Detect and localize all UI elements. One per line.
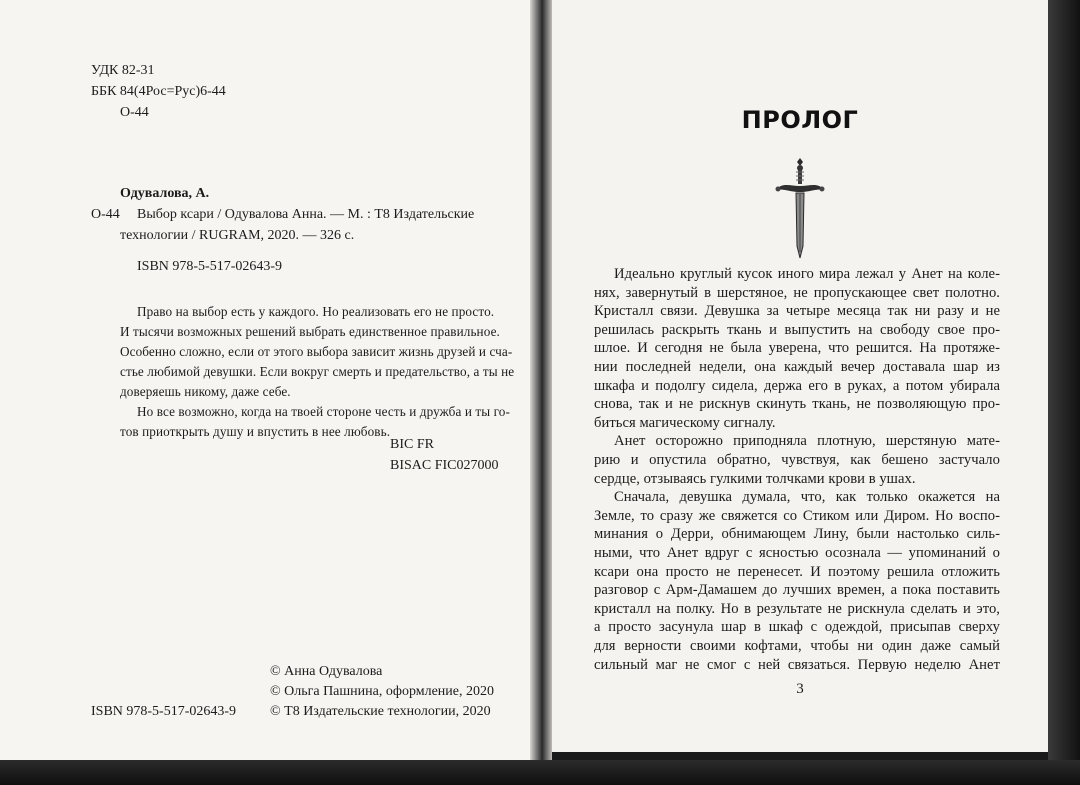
catalog-code: О-44 xyxy=(91,207,120,222)
isbn-top: ISBN 978-5-517-02643-9 xyxy=(137,259,283,274)
author-mark: О-44 xyxy=(120,105,149,120)
body-line: сильный маг не смог с ней связаться. Первую неделю Анет xyxy=(594,656,1000,673)
isbn-bottom: ISBN 978-5-517-02643-9 xyxy=(91,704,237,719)
body-line: нях, завернутый в шерстяное, не пропускающее свет полотно. xyxy=(594,284,1000,301)
annotation-line: доверяешь никому, даже себе. xyxy=(120,384,291,399)
body-line: нии последней недели, она каждый вечер доставала шар из xyxy=(594,359,1000,375)
copyright-publisher: © Т8 Издательские технологии, 2020 xyxy=(270,704,491,719)
author-heading: Одувалова, А. xyxy=(120,186,210,201)
copyright-author: © Анна Одувалова xyxy=(270,664,383,679)
body-line: Сначала, девушка думала, что, как только окажется на xyxy=(614,489,1000,506)
bisac-code: BISAC FIC027000 xyxy=(390,458,499,473)
body-line: рию и опустила обратно, чувствуя, как бешено застучало xyxy=(594,452,1000,468)
body-line: Земле, то сразу же свяжется со Стиком или Диром. Но воспо- xyxy=(594,507,1000,524)
body-line: сердце, отзываясь гулкими толчками крови в ушах. xyxy=(594,470,916,487)
book-gutter xyxy=(530,0,552,760)
body-line: шкафа и подолгу сидела, держа его в руках, а потом убирала xyxy=(594,377,1000,394)
sword-ornament-icon xyxy=(772,156,828,260)
left-page xyxy=(0,0,530,760)
annotation-line: Но все возможно, когда на твоей стороне честь и дружба и ты го- xyxy=(137,404,510,419)
body-line: минания о Дерри, обнимающем Лину, были настолько силь- xyxy=(594,526,1000,543)
body-line: для верности своими кофтами, чтобы ни один даже самый xyxy=(594,638,1000,654)
annotation-line: И тысячи возможных решений выбрать единственное правильное. xyxy=(120,324,500,339)
body-line: шлое. И сегодня не была уверена, что решится. На протяже- xyxy=(594,340,1000,357)
biblio-line: технологии / RUGRAM, 2020. — 326 с. xyxy=(120,228,355,243)
copyright-design: © Ольга Пашнина, оформление, 2020 xyxy=(270,684,494,699)
body-line: решилась раскрыть ткань и выпустить на свободу свое про- xyxy=(594,321,1000,338)
body-line: Кристалл связи. Девушка за четыре месяца так ни разу и не xyxy=(594,303,1000,320)
page-number: 3 xyxy=(796,681,804,698)
body-line: ными, что Анет вдруг с ясностью осознала — упоминаний о xyxy=(594,545,1000,561)
annotation-line: тов приоткрыть душу и впустить в нее любовь. xyxy=(120,424,391,439)
body-line: кристалл на полку. Но в результате не рискнула сделать и это, xyxy=(594,600,1000,617)
udk-code: УДК 82-31 xyxy=(91,63,155,78)
body-line: снова, так и не рискнув скинуть ткань, не позволяющую про- xyxy=(594,396,1000,413)
bbk-code: ББК 84(4Рос=Рус)6-44 xyxy=(91,84,226,99)
body-line: разговор с Арм-Дамашем до лучших времен, а пока поставить xyxy=(594,582,1000,599)
body-line: а просто засунула шар в шкаф с одеждой, присыпав сверху xyxy=(594,619,1000,636)
annotation-line: Особенно сложно, если от этого выбора зависит жизнь друзей и сча- xyxy=(120,344,513,359)
body-line: Анет осторожно приподняла плотную, шерстяную мате- xyxy=(614,433,1000,450)
body-line: ксари она просто не перенесет. И поэтому решила отложить xyxy=(594,563,1000,580)
body-line: биться магическому сигналу. xyxy=(594,414,776,431)
annotation-line: стье любимой девушки. Если вокруг смерть и предательство, а ты не xyxy=(120,364,515,379)
chapter-title: ПРОЛОГ xyxy=(741,106,859,134)
bic-code: BIC FR xyxy=(390,437,434,452)
scan-edge xyxy=(1048,0,1080,785)
body-line: Идеально круглый кусок иного мира лежал у Анет на коле- xyxy=(614,266,1000,282)
scan-bottom-edge xyxy=(0,760,1080,785)
biblio-line: Выбор ксари / Одувалова Анна. — М. : Т8 Издательские xyxy=(137,207,475,222)
annotation-line: Право на выбор есть у каждого. Но реализовать его не просто. xyxy=(137,304,495,319)
